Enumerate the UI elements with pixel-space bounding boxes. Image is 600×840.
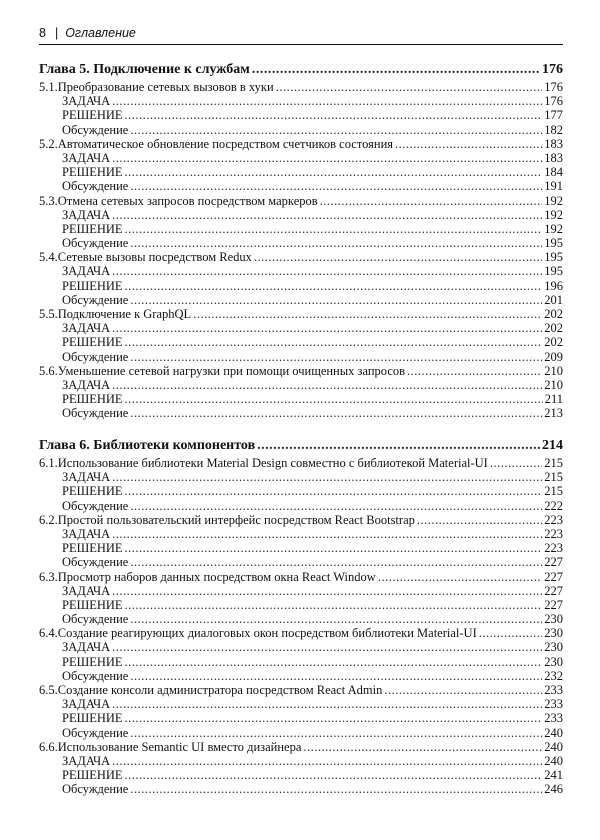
subsection-page-number: 210 (544, 377, 563, 392)
section-number: 5.6. (39, 363, 58, 378)
section-number: 6.1. (39, 456, 58, 470)
dot-leader (112, 584, 542, 598)
subsection-page-number: 227 (544, 597, 563, 612)
section-title: Просмотр наборов данных посредством окна React Window (57, 569, 376, 584)
section-title: Отмена сетевых запросов посредством маркеров (57, 193, 318, 208)
toc-subsection-entry[interactable] (39, 541, 563, 555)
toc-subsection-entry[interactable] (39, 782, 563, 796)
subsection-label: Обсуждение (62, 782, 129, 797)
toc-subsection-entry[interactable] (39, 598, 563, 612)
toc-subsection-entry[interactable] (39, 392, 563, 406)
subsection-label: РЕШЕНИЕ (62, 768, 123, 783)
subsection-page-number: 230 (544, 640, 563, 655)
toc-subsection-entry[interactable] (39, 335, 563, 349)
dot-leader (130, 406, 542, 420)
toc-subsection-entry[interactable] (39, 151, 563, 165)
subsection-label: ЗАДАЧА (62, 583, 111, 598)
subsection-page-number: 240 (544, 725, 563, 740)
subsection-label: РЕШЕНИЕ (62, 654, 123, 669)
dot-leader (125, 598, 543, 612)
subsection-page-number: 233 (544, 711, 563, 726)
toc-subsection-entry[interactable] (39, 697, 563, 711)
dot-leader (125, 222, 543, 236)
dot-leader (378, 570, 542, 584)
running-header (39, 26, 563, 40)
toc-subsection-entry[interactable] (39, 208, 563, 222)
toc-section-entry[interactable] (39, 740, 563, 754)
subsection-page-number: 241 (544, 768, 563, 783)
section-title: Автоматическое обновление посредством счетчиков состояния (57, 136, 394, 151)
toc-subsection-entry[interactable] (39, 94, 563, 108)
dot-leader (257, 436, 540, 455)
subsection-label: РЕШЕНИЕ (62, 711, 123, 726)
section-page-number: 240 (544, 739, 563, 754)
section-page-number: 215 (544, 456, 563, 470)
section-number: 6.3. (39, 569, 58, 584)
dot-leader (125, 165, 543, 179)
subsection-page-number: 195 (544, 236, 563, 251)
toc-chapter-entry[interactable] (39, 436, 563, 455)
subsection-label: Обсуждение (62, 292, 129, 307)
dot-leader (112, 208, 542, 222)
section-number: 5.1. (39, 80, 58, 94)
subsection-page-number: 230 (544, 654, 563, 669)
subsection-label: Обсуждение (62, 122, 129, 137)
subsection-label: Обсуждение (62, 179, 129, 194)
toc-subsection-entry[interactable] (39, 293, 563, 307)
chapter-page-number: 214 (542, 438, 563, 453)
toc-chapter-block (39, 60, 563, 421)
dot-leader (417, 513, 542, 527)
dot-leader (130, 612, 542, 626)
toc-subsection-entry[interactable] (39, 378, 563, 392)
dot-leader (130, 782, 542, 796)
toc-subsection-entry[interactable] (39, 484, 563, 498)
dot-leader (490, 456, 542, 470)
subsection-page-number: 192 (544, 207, 563, 222)
subsection-page-number: 222 (544, 498, 563, 513)
dot-leader (407, 364, 542, 378)
header-page-number: 8 (39, 26, 46, 40)
toc-subsection-entry[interactable] (39, 406, 563, 420)
section-title: Уменьшение сетевой нагрузки при помощи очищенных запросов (57, 363, 406, 378)
toc-section-entry[interactable] (39, 307, 563, 321)
dot-leader (252, 60, 540, 79)
dot-leader (112, 151, 542, 165)
subsection-page-number: 233 (544, 697, 563, 712)
dot-leader (125, 392, 543, 406)
dot-leader (130, 499, 542, 513)
toc-subsection-entry[interactable] (39, 754, 563, 768)
toc-subsection-entry[interactable] (39, 726, 563, 740)
dot-leader (112, 697, 542, 711)
subsection-label: ЗАДАЧА (62, 697, 111, 712)
header-rule (39, 44, 563, 45)
dot-leader (130, 236, 542, 250)
dot-leader (193, 307, 542, 321)
section-number: 6.2. (39, 512, 58, 527)
subsection-page-number: 230 (544, 612, 563, 627)
toc-subsection-entry[interactable] (39, 321, 563, 335)
subsection-label: Обсуждение (62, 612, 129, 627)
toc-section-entry[interactable] (39, 570, 563, 584)
section-page-number: 202 (544, 307, 563, 321)
dot-leader (125, 484, 543, 498)
subsection-page-number: 211 (544, 392, 563, 407)
dot-leader (130, 350, 542, 364)
toc-subsection-entry[interactable] (39, 222, 563, 236)
subsection-page-number: 177 (544, 108, 563, 123)
toc-subsection-entry[interactable] (39, 264, 563, 278)
subsection-label: РЕШЕНИЕ (62, 221, 123, 236)
subsection-label: ЗАДАЧА (62, 640, 111, 655)
toc-subsection-entry[interactable] (39, 612, 563, 626)
section-title: Подключение к GraphQL (57, 307, 192, 321)
subsection-label: РЕШЕНИЕ (62, 278, 123, 293)
subsection-label: ЗАДАЧА (62, 470, 111, 485)
toc-subsection-entry[interactable] (39, 768, 563, 782)
section-title: Сетевые вызовы посредством Redux (57, 250, 252, 265)
dot-leader (125, 768, 543, 782)
section-number: 5.2. (39, 136, 58, 151)
section-title: Создание консоли администратора посредством React Admin (57, 683, 383, 697)
subsection-label: Обсуждение (62, 725, 129, 740)
subsection-page-number: 223 (544, 541, 563, 556)
subsection-page-number: 227 (544, 583, 563, 598)
dot-leader (112, 754, 542, 768)
section-title: Создание реагирующих диалоговых окон посредством библиотеки Material-UI (57, 626, 477, 641)
dot-leader (112, 321, 542, 335)
toc-section-entry[interactable] (39, 364, 563, 378)
section-title: Простой пользовательский интерфейс посредством React Bootstrap (57, 512, 415, 527)
chapter-title: Глава 6. Библиотеки компонентов (39, 438, 256, 453)
subsection-label: РЕШЕНИЕ (62, 392, 123, 407)
dot-leader (125, 279, 543, 293)
subsection-label: ЗАДАЧА (62, 94, 111, 109)
subsection-page-number: 223 (544, 526, 563, 541)
toc-subsection-entry[interactable] (39, 123, 563, 137)
dot-leader (384, 683, 542, 697)
subsection-page-number: 182 (544, 122, 563, 137)
dot-leader (130, 726, 542, 740)
dot-leader (276, 80, 543, 94)
dot-leader (130, 179, 542, 193)
subsection-label: РЕШЕНИЕ (62, 335, 123, 350)
subsection-page-number: 192 (544, 221, 563, 236)
dot-leader (112, 640, 542, 654)
subsection-label: Обсуждение (62, 668, 129, 683)
section-title: Преобразование сетевых вызовов в хуки (57, 80, 274, 94)
subsection-page-number: 246 (544, 782, 563, 797)
header-separator: | (54, 26, 59, 40)
toc-subsection-entry[interactable] (39, 527, 563, 541)
section-page-number: 176 (544, 80, 563, 94)
toc-subsection-entry[interactable] (39, 555, 563, 569)
subsection-label: ЗАДАЧА (62, 753, 111, 768)
dot-leader (112, 527, 542, 541)
toc-chapter-entry[interactable] (39, 60, 563, 79)
dot-leader (125, 335, 543, 349)
dot-leader (125, 108, 543, 122)
section-page-number: 192 (544, 193, 563, 208)
toc-subsection-entry[interactable] (39, 499, 563, 513)
section-number: 5.3. (39, 193, 58, 208)
subsection-label: Обсуждение (62, 406, 129, 421)
dot-leader (320, 194, 543, 208)
section-number: 6.4. (39, 626, 58, 641)
subsection-page-number: 195 (544, 264, 563, 279)
toc-section-entry[interactable] (39, 80, 563, 94)
toc-subsection-entry[interactable] (39, 108, 563, 122)
subsection-page-number: 232 (544, 668, 563, 683)
dot-leader (254, 250, 542, 264)
toc-subsection-entry[interactable] (39, 236, 563, 250)
toc-section-entry[interactable] (39, 194, 563, 208)
dot-leader (125, 711, 543, 725)
subsection-label: Обсуждение (62, 236, 129, 251)
subsection-page-number: 202 (544, 335, 563, 350)
section-page-number: 210 (544, 363, 563, 378)
toc-subsection-entry[interactable] (39, 350, 563, 364)
subsection-page-number: 213 (544, 406, 563, 421)
subsection-page-number: 201 (544, 292, 563, 307)
section-number: 5.5. (39, 307, 58, 321)
toc-subsection-entry[interactable] (39, 584, 563, 598)
subsection-label: Обсуждение (62, 349, 129, 364)
chapter-title: Глава 5. Подключение к службам (39, 62, 250, 77)
toc-section-entry[interactable] (39, 626, 563, 640)
subsection-label: ЗАДАЧА (62, 377, 111, 392)
dot-leader (130, 669, 542, 683)
toc-section-entry[interactable] (39, 456, 563, 470)
subsection-page-number: 184 (544, 165, 563, 180)
subsection-page-number: 202 (544, 321, 563, 336)
toc-section-entry[interactable] (39, 250, 563, 264)
dot-leader (395, 137, 542, 151)
toc-subsection-entry[interactable] (39, 669, 563, 683)
section-number: 5.4. (39, 250, 58, 265)
toc-section-entry[interactable] (39, 137, 563, 151)
subsection-page-number: 176 (544, 94, 563, 109)
subsection-label: РЕШЕНИЕ (62, 484, 123, 499)
subsection-page-number: 191 (544, 179, 563, 194)
toc-subsection-entry[interactable] (39, 179, 563, 193)
subsection-label: ЗАДАЧА (62, 526, 111, 541)
dot-leader (112, 94, 542, 108)
subsection-label: РЕШЕНИЕ (62, 597, 123, 612)
toc-subsection-entry[interactable] (39, 279, 563, 293)
subsection-label: РЕШЕНИЕ (62, 165, 123, 180)
dot-leader (130, 555, 542, 569)
dot-leader (112, 378, 542, 392)
dot-leader (303, 740, 542, 754)
section-number: 6.5. (39, 683, 58, 697)
subsection-label: ЗАДАЧА (62, 207, 111, 222)
toc-section-entry[interactable] (39, 683, 563, 697)
subsection-page-number: 240 (544, 753, 563, 768)
subsection-page-number: 215 (544, 484, 563, 499)
subsection-page-number: 196 (544, 278, 563, 293)
section-page-number: 195 (544, 250, 563, 265)
subsection-label: РЕШЕНИЕ (62, 541, 123, 556)
header-running-title: Оглавление (65, 26, 136, 40)
dot-leader (125, 541, 543, 555)
dot-leader (130, 123, 542, 137)
toc-subsection-entry[interactable] (39, 711, 563, 725)
section-page-number: 227 (544, 569, 563, 584)
dot-leader (112, 264, 542, 278)
section-page-number: 183 (544, 136, 563, 151)
subsection-label: ЗАДАЧА (62, 264, 111, 279)
subsection-label: Обсуждение (62, 555, 129, 570)
chapter-page-number: 176 (542, 62, 563, 77)
dot-leader (112, 470, 542, 484)
section-page-number: 223 (544, 512, 563, 527)
subsection-label: Обсуждение (62, 498, 129, 513)
section-number: 6.6. (39, 739, 58, 754)
section-page-number: 230 (544, 626, 563, 641)
toc-subsection-entry[interactable] (39, 640, 563, 654)
toc-subsection-entry[interactable] (39, 165, 563, 179)
subsection-label: ЗАДАЧА (62, 321, 111, 336)
dot-leader (479, 626, 543, 640)
toc-subsection-entry[interactable] (39, 470, 563, 484)
toc-section-entry[interactable] (39, 513, 563, 527)
subsection-page-number: 215 (544, 470, 563, 485)
subsection-page-number: 183 (544, 150, 563, 165)
toc-subsection-entry[interactable] (39, 655, 563, 669)
subsection-label: ЗАДАЧА (62, 150, 111, 165)
dot-leader (125, 655, 543, 669)
toc-chapter-block (39, 436, 563, 797)
section-title: Использование библиотеки Material Design совместно с библиотекой Material-UI (57, 456, 488, 470)
section-title: Использование Semantic UI вместо дизайнера (57, 739, 302, 754)
subsection-page-number: 209 (544, 349, 563, 364)
section-page-number: 233 (544, 683, 563, 697)
dot-leader (130, 293, 542, 307)
subsection-page-number: 227 (544, 555, 563, 570)
subsection-label: РЕШЕНИЕ (62, 108, 123, 123)
